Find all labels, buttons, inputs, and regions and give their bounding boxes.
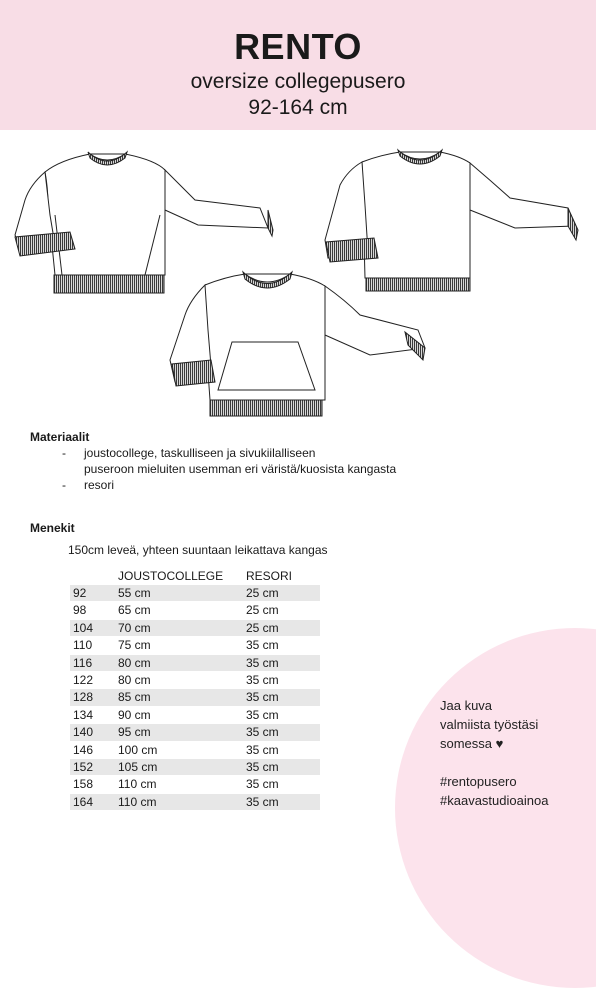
college-cell: 65 cm	[118, 603, 151, 618]
sweater-plain-right	[325, 150, 578, 291]
college-cell: 85 cm	[118, 690, 151, 705]
rib-cell: 35 cm	[246, 672, 279, 687]
list-item	[62, 477, 396, 493]
table-row	[70, 707, 320, 723]
rib-cell: 35 cm	[246, 638, 279, 653]
college-cell: 105 cm	[118, 759, 158, 774]
sweater-gusset-left	[15, 152, 273, 293]
list-dash: -	[62, 478, 66, 492]
rib-cell: 35 cm	[246, 794, 279, 809]
sweater-pocket-center	[170, 272, 425, 416]
size-cell: 158	[73, 777, 94, 792]
table-header	[70, 569, 320, 585]
table-row	[70, 585, 320, 601]
pattern-title: RENTO	[234, 26, 362, 67]
rib-cell: 35 cm	[246, 725, 279, 740]
sweater-illustrations	[0, 135, 596, 425]
table-row	[70, 794, 320, 810]
consumption-heading: Menekit	[30, 521, 75, 535]
table-row	[70, 637, 320, 653]
materials-heading: Materiaalit	[30, 430, 90, 444]
size-cell: 128	[73, 690, 94, 705]
college-cell: 80 cm	[118, 655, 151, 670]
size-cell: 152	[73, 759, 94, 774]
rib-cell: 25 cm	[246, 603, 279, 618]
column-header: JOUSTOCOLLEGE	[118, 569, 224, 583]
rib-cell: 35 cm	[246, 655, 279, 670]
size-cell: 116	[73, 655, 93, 670]
hashtag: #rentopusero	[440, 774, 517, 789]
table-row	[70, 655, 320, 671]
fabric-width-note: 150cm leveä, yhteen suuntaan leikattava kangas	[68, 543, 328, 557]
table-row	[70, 689, 320, 705]
college-cell: 55 cm	[118, 586, 151, 600]
size-cell: 110	[73, 638, 93, 653]
rib-cell: 35 cm	[246, 707, 279, 722]
college-cell: 90 cm	[118, 707, 151, 722]
rib-cell: 35 cm	[246, 742, 279, 757]
table-row	[70, 724, 320, 740]
materials-list	[62, 445, 396, 493]
list-item	[62, 445, 396, 461]
column-header: RESORI	[246, 569, 293, 583]
share-text-line: somessa ♥	[440, 736, 504, 751]
size-cell: 104	[73, 620, 94, 635]
consumption-table	[70, 569, 320, 811]
material-text: joustocollege, taskulliseen ja sivukiilalliseen	[84, 446, 316, 460]
college-cell: 75 cm	[118, 638, 151, 653]
size-cell: 134	[73, 707, 94, 722]
size-cell: 92	[73, 586, 87, 600]
list-item-continuation	[62, 461, 396, 477]
material-text: puseroon mieluiten usemman eri väristä/kuosista kangasta	[84, 462, 397, 476]
rib-cell: 25 cm	[246, 586, 279, 600]
pattern-subtitle: oversize collegepusero	[190, 70, 406, 93]
rib-cell: 35 cm	[246, 690, 279, 705]
size-cell: 122	[73, 672, 94, 687]
social-share-note	[440, 696, 548, 810]
rib-cell: 35 cm	[246, 759, 279, 774]
size-cell: 146	[73, 742, 94, 757]
college-cell: 70 cm	[118, 620, 151, 635]
size-cell: 140	[73, 725, 94, 740]
header-band	[0, 0, 596, 130]
table-row	[70, 759, 320, 775]
rib-cell: 35 cm	[246, 777, 279, 792]
list-dash: -	[62, 446, 66, 460]
college-cell: 80 cm	[118, 672, 151, 687]
table-row	[70, 742, 320, 758]
size-range: 92-164 cm	[248, 96, 348, 119]
rib-cell: 25 cm	[246, 620, 279, 635]
college-cell: 95 cm	[118, 725, 151, 740]
share-text-line: Jaa kuva	[440, 698, 493, 713]
table-row	[70, 602, 320, 618]
college-cell: 110 cm	[118, 777, 157, 792]
college-cell: 100 cm	[118, 742, 158, 757]
share-text-line: valmiista työstäsi	[440, 717, 539, 732]
table-row	[70, 620, 320, 636]
college-cell: 110 cm	[118, 794, 157, 809]
size-cell: 164	[73, 794, 94, 809]
material-text: resori	[84, 478, 115, 492]
table-row	[70, 776, 320, 792]
table-row	[70, 672, 320, 688]
size-cell: 98	[73, 603, 87, 618]
hashtag: #kaavastudioainoa	[440, 793, 549, 808]
